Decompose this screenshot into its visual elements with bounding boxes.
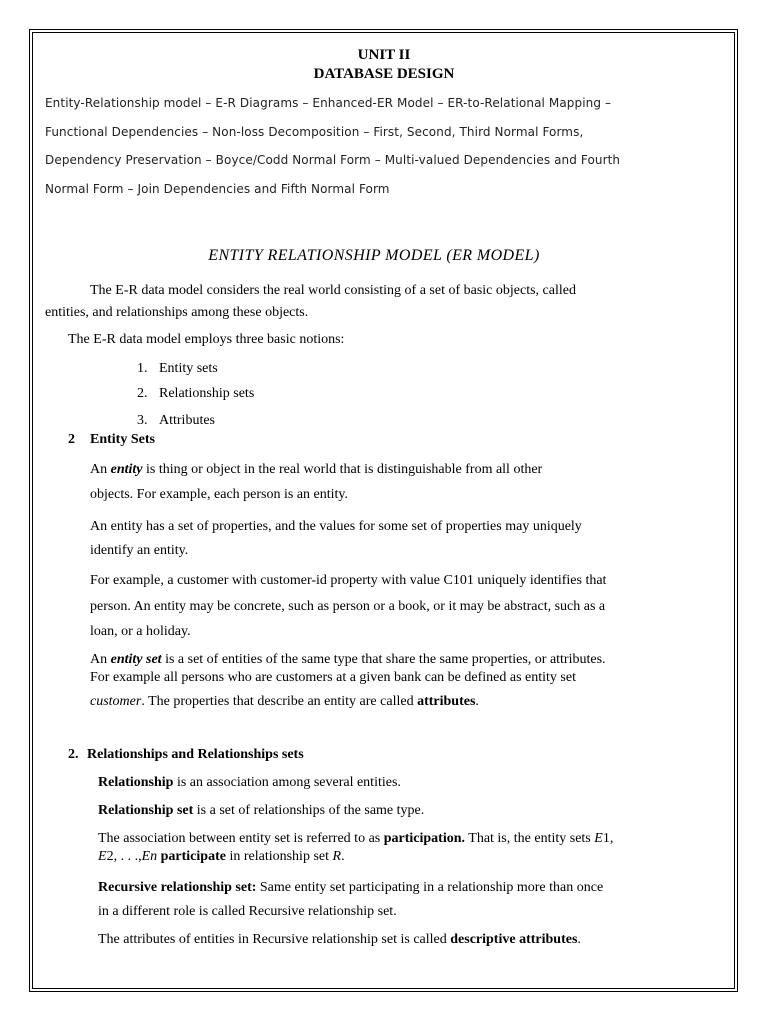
term-entity-set: entity set <box>110 652 162 667</box>
text: . The properties that describe an entity are called <box>141 694 418 709</box>
text: That is, the entity sets <box>465 831 595 846</box>
text: is a set of relationships of the same type. <box>193 803 425 818</box>
list-text: Entity sets <box>159 361 218 376</box>
subject-heading: DATABASE DESIGN <box>313 66 455 82</box>
text: An <box>90 652 111 667</box>
heading-text: Entity Sets <box>90 432 155 447</box>
text: . <box>475 694 479 709</box>
text: 2, . . ., <box>106 849 142 864</box>
heading-number: 2. <box>68 747 79 762</box>
text: . <box>577 932 581 947</box>
term-participate: participate <box>157 849 226 864</box>
relationships-heading <box>68 746 304 764</box>
list-number: 3. <box>137 413 148 428</box>
symbol-e: E <box>594 831 603 846</box>
term-relationship: Relationship <box>98 775 174 790</box>
heading-number: 2 <box>68 432 75 447</box>
term-participation: participation. <box>383 831 466 846</box>
paragraph-line: person. An entity may be concrete, such as person or a book, or it may be abstract, such as a <box>90 599 606 614</box>
paragraph-line: An entity has a set of properties, and the values for some set of properties may uniquely <box>90 519 582 534</box>
term-relationship-set: Relationship set <box>98 803 194 818</box>
paragraph-line: in a different role is called Recursive relationship set. <box>98 904 397 919</box>
symbol-r: R <box>332 849 342 864</box>
list-item <box>137 385 254 403</box>
paragraph-line: For example all persons who are customers at a given bank can be defined as entity set <box>90 670 576 685</box>
paragraph-line <box>98 848 345 866</box>
text: is an association among several entities. <box>173 775 401 790</box>
syllabus-line: Entity-Relationship model – E-R Diagrams – Enhanced-ER Model – ER-to-Relational Mapping – <box>45 96 612 110</box>
list-item <box>137 412 215 430</box>
intro-line: entities, and relationships among these objects. <box>45 305 309 320</box>
paragraph-line <box>98 830 613 848</box>
symbol-en: En <box>141 849 158 864</box>
text: The association between entity set is referred to as <box>98 831 384 846</box>
list-number: 2. <box>137 386 148 401</box>
text: is a set of entities of the same type that share the same properties, or attributes. <box>161 652 606 667</box>
paragraph-line <box>98 879 603 897</box>
intro-line: The E-R data model employs three basic notions: <box>68 332 345 347</box>
text: . <box>341 849 345 864</box>
section-title: ENTITY RELATIONSHIP MODEL (ER MODEL) <box>208 247 540 264</box>
term-recursive-relationship-set: Recursive relationship set: <box>98 880 257 895</box>
syllabus-line: Functional Dependencies – Non-loss Decomposition – First, Second, Third Normal Forms, <box>45 125 584 139</box>
text: Same entity set participating in a relationship more than once <box>256 880 604 895</box>
paragraph-line: objects. For example, each person is an entity. <box>90 487 349 502</box>
unit-heading: UNIT II <box>357 47 411 63</box>
text: is thing or object in the real world that is distinguishable from all other <box>142 462 543 477</box>
text: An <box>90 462 111 477</box>
heading-text: Relationships and Relationships sets <box>87 747 304 762</box>
term-customer: customer <box>90 694 142 709</box>
paragraph-line <box>90 693 479 711</box>
paragraph-line: For example, a customer with customer-id property with value C101 uniquely identifies that <box>90 573 607 588</box>
list-number: 1. <box>137 361 148 376</box>
intro-line: The E-R data model considers the real world consisting of a set of basic objects, called <box>90 283 576 298</box>
symbol-e: E <box>98 849 107 864</box>
paragraph-line: loan, or a holiday. <box>90 624 191 639</box>
term-descriptive-attributes: descriptive attributes <box>450 932 578 947</box>
paragraph-line: identify an entity. <box>90 543 189 558</box>
syllabus-line: Dependency Preservation – Boyce/Codd Normal Form – Multi-valued Dependencies and Fourth <box>45 153 621 167</box>
paragraph-line <box>98 931 581 949</box>
list-text: Attributes <box>159 413 215 428</box>
text: in relationship set <box>225 849 333 864</box>
text: 1, <box>602 831 614 846</box>
paragraph-line <box>90 651 606 669</box>
paragraph-line <box>98 802 424 820</box>
list-item <box>137 360 218 378</box>
term-entity: entity <box>110 462 143 477</box>
text: The attributes of entities in Recursive relationship set is called <box>98 932 451 947</box>
list-text: Relationship sets <box>159 386 255 401</box>
syllabus-line: Normal Form – Join Dependencies and Fifth Normal Form <box>45 182 390 196</box>
term-attributes: attributes <box>417 694 476 709</box>
paragraph-line <box>98 774 401 792</box>
entity-sets-heading <box>68 431 155 449</box>
paragraph-line <box>90 461 542 479</box>
